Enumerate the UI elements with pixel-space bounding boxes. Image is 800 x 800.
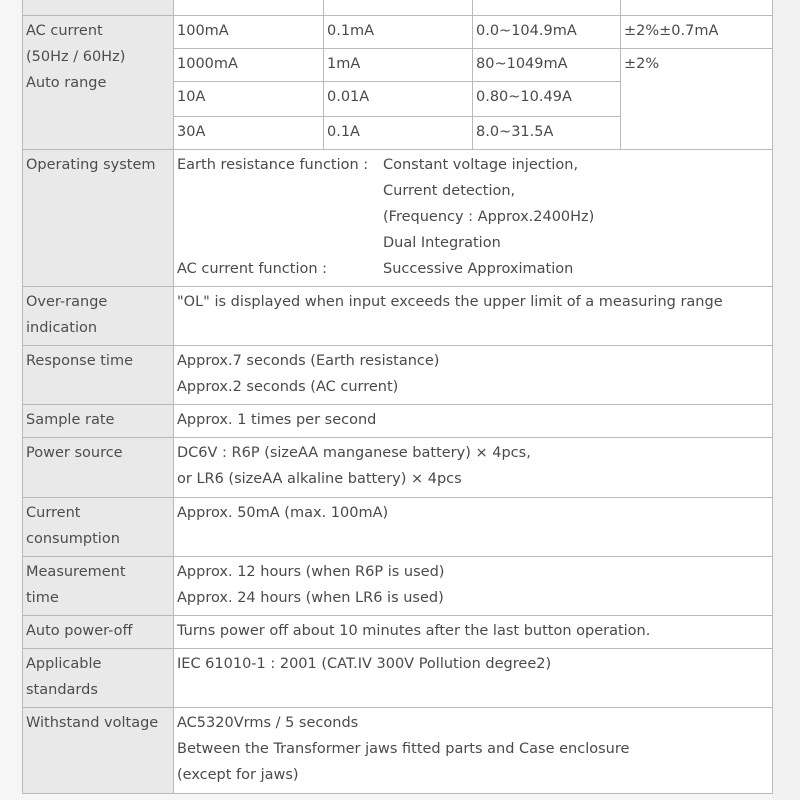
measurement-time-label-line-1: Measurement: [26, 564, 126, 580]
response-time-label: Response time: [23, 346, 174, 405]
operating-system-label: Operating system: [23, 150, 174, 287]
power-source-line-2: or LR6 (sizeAA alkaline battery) × 4pcs: [177, 471, 462, 487]
power-source-value: [174, 438, 773, 498]
table-row-measurement-time: [23, 557, 773, 616]
table-row-sample-rate: [23, 405, 773, 438]
ac-range-cell: 1000mA: [174, 49, 324, 82]
earth-method-line-1: Constant voltage injection,: [383, 157, 579, 173]
withstand-voltage-line-2: Between the Transformer jaws fitted parts and Case enclosure: [177, 741, 630, 757]
over-range-label: [23, 287, 174, 346]
response-time-value: [174, 346, 773, 405]
earth-method-line-3: (Frequency : Approx.2400Hz): [383, 209, 595, 225]
ac-current-function-row: [177, 256, 769, 282]
response-time-line-2: Approx.2 seconds (AC current): [177, 379, 399, 395]
ac-current-label: [23, 16, 174, 150]
ac-resolution-cell: 0.1A: [324, 117, 473, 150]
cut-cell-range: [174, 0, 324, 16]
cut-cell-resolution: [324, 0, 473, 16]
applicable-standards-label-line-2: standards: [26, 682, 98, 698]
current-consumption-label-line-1: Current: [26, 505, 81, 521]
earth-resistance-methods: [383, 152, 594, 256]
ac-resolution-cell: 1mA: [324, 49, 473, 82]
over-range-value: "OL" is displayed when input exceeds the upper limit of a measuring range: [174, 287, 773, 346]
earth-resistance-key: Earth resistance function :: [177, 157, 369, 173]
withstand-voltage-line-1: AC5320Vrms / 5 seconds: [177, 715, 359, 731]
withstand-voltage-value: [174, 708, 773, 794]
measurement-time-label: [23, 557, 174, 616]
table-row-response-time: [23, 346, 773, 405]
earth-resistance-row: [177, 152, 769, 256]
ac-current-label-line-1: AC current: [26, 23, 103, 39]
current-consumption-label: [23, 498, 174, 557]
withstand-voltage-line-3: (except for jaws): [177, 767, 299, 783]
table-row-auto-power-off: [23, 616, 773, 649]
auto-power-off-value: Turns power off about 10 minutes after the last button operation.: [174, 616, 773, 649]
over-range-label-line-2: indication: [26, 320, 98, 336]
table-row-over-range: [23, 287, 773, 346]
ac-accuracy-cell-1: ±2%±0.7mA: [621, 16, 773, 49]
ac-accuracy-cell-2: ±2%: [621, 49, 773, 150]
right-margin: [772, 0, 800, 800]
current-consumption-label-line-2: consumption: [26, 531, 120, 547]
ac-measuring-range-cell: 0.0~104.9mA: [473, 16, 621, 49]
measurement-time-line-2: Approx. 24 hours (when LR6 is used): [177, 590, 444, 606]
earth-method-line-2: Current detection,: [383, 183, 516, 199]
applicable-standards-label: [23, 649, 174, 708]
current-consumption-value: Approx. 50mA (max. 100mA): [174, 498, 773, 557]
ac-current-label-line-2: (50Hz / 60Hz): [26, 49, 126, 65]
cut-cell-measuring-range: [473, 0, 621, 16]
ac-resolution-cell: 0.1mA: [324, 16, 473, 49]
applicable-standards-value: IEC 61010-1 : 2001 (CAT.IV 300V Pollution degree2): [174, 649, 773, 708]
specification-table: [22, 0, 773, 794]
table-row-operating-system: [23, 150, 773, 287]
response-time-line-1: Approx.7 seconds (Earth resistance): [177, 353, 440, 369]
cut-cell-label: [23, 0, 174, 16]
earth-method-line-4: Dual Integration: [383, 235, 501, 251]
ac-range-cell: 100mA: [174, 16, 324, 49]
over-range-label-line-1: Over-range: [26, 294, 108, 310]
table-row-power-source: [23, 438, 773, 498]
measurement-time-label-line-2: time: [26, 590, 59, 606]
ac-range-cell: 30A: [174, 117, 324, 150]
table-row-withstand-voltage: [23, 708, 773, 794]
ac-current-function-key: AC current function :: [177, 261, 328, 277]
ac-resolution-cell: 0.01A: [324, 82, 473, 117]
applicable-standards-label-line-1: Applicable: [26, 656, 102, 672]
sample-rate-value: Approx. 1 times per second: [174, 405, 773, 438]
operating-system-value: [174, 150, 773, 287]
power-source-label: Power source: [23, 438, 174, 498]
withstand-voltage-label: Withstand voltage: [23, 708, 174, 794]
ac-measuring-range-cell: 8.0~31.5A: [473, 117, 621, 150]
cut-cell-accuracy: [621, 0, 773, 16]
measurement-time-value: [174, 557, 773, 616]
ac-current-label-line-3: Auto range: [26, 75, 107, 91]
measurement-time-line-1: Approx. 12 hours (when R6P is used): [177, 564, 445, 580]
ac-measuring-range-cell: 80~1049mA: [473, 49, 621, 82]
sample-rate-label: Sample rate: [23, 405, 174, 438]
table-row-current-consumption: [23, 498, 773, 557]
power-source-line-1: DC6V : R6P (sizeAA manganese battery) × 4pcs,: [177, 445, 531, 461]
table-row-ac-current-1: [23, 16, 773, 49]
ac-range-cell: 10A: [174, 82, 324, 117]
auto-power-off-label: Auto power-off: [23, 616, 174, 649]
table-row-cut-top: [23, 0, 773, 16]
ac-current-function-value: Successive Approximation: [383, 261, 574, 277]
table-row-applicable-standards: [23, 649, 773, 708]
ac-measuring-range-cell: 0.80~10.49A: [473, 82, 621, 117]
